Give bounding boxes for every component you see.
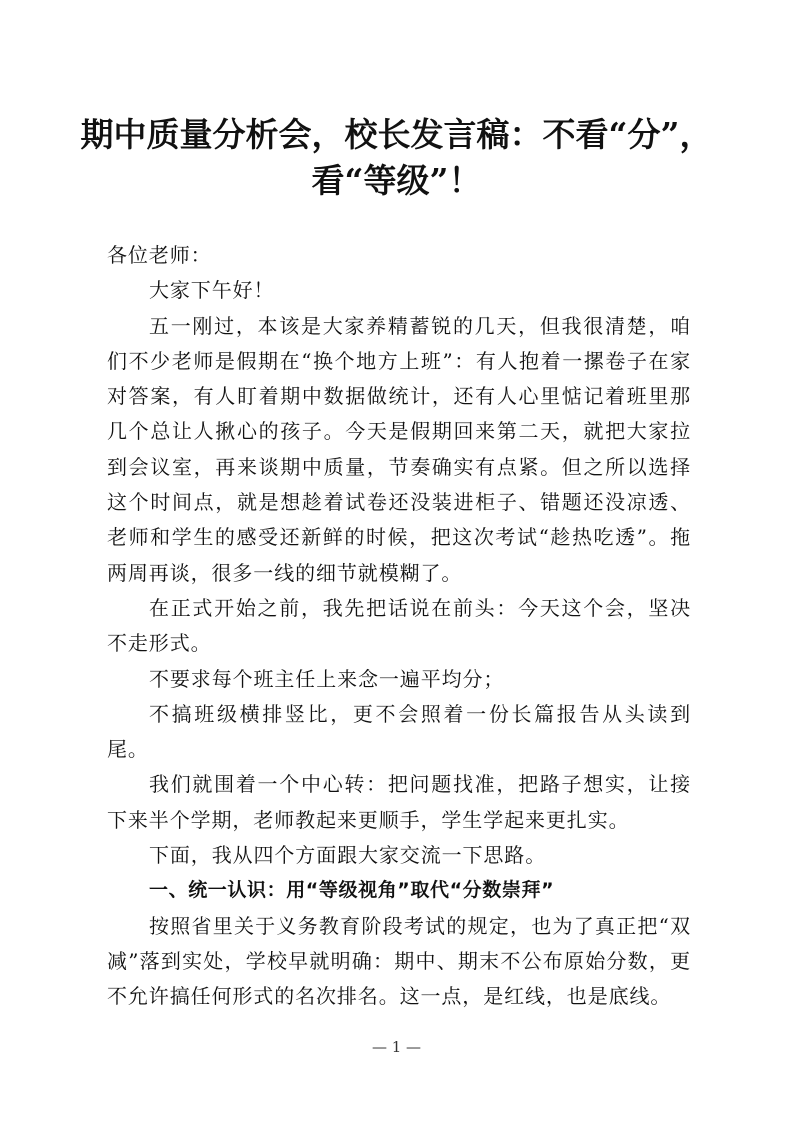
paragraph: 在正式开始之前，我先把话说在前头：今天这个会，坚决不走形式。 [107, 595, 691, 656]
document-body [107, 238, 691, 1015]
paragraph: 按照省里关于义务教育阶段考试的规定，也为了真正把“双减”落到实处，学校早就明确：期中、期末不公布原始分数，更不允许搞任何形式的名次排名。这一点，是红线，也是底线。 [107, 913, 691, 1009]
greeting: 大家下午好！ [149, 278, 275, 303]
title-line-2: 看“等级”！ [311, 161, 482, 200]
paragraph: 不搞班级横排竖比，更不会照着一份长篇报告从头读到尾。 [107, 701, 691, 762]
paragraph: 五一刚过，本该是大家养精蓄锐的几天，但我很清楚，咱们不少老师是假期在“换个地方上班”：有人抱着一摞卷子在家对答案，有人盯着期中数据做统计，还有人心里惦记着班里那几个总让人揪心的孩子。今天是假期回来第二天，就把大家拉到会议室，再来谈期中质量，节奏确实有点紧。但之所以选择这个时间点，就是想趁着试卷还没装进柜子、错题还没凉透、老师和学生的感受还新鲜的时候，把这次考试“趁热吃透”。拖两周再谈，很多一线的细节就模糊了。 [107, 313, 691, 585]
page-number: — 1 — [371, 1038, 422, 1056]
paragraph: 下面，我从四个方面跟大家交流一下思路。 [149, 843, 547, 868]
paragraph: 我们就围着一个中心转：把问题找准，把路子想实，让接下来半个学期，老师教起来更顺手，学生学起来更扎实。 [107, 772, 691, 832]
salutation: 各位老师： [107, 243, 212, 267]
title-line-1: 期中质量分析会，校长发言稿：不看“分”， [80, 115, 713, 154]
document-title [80, 112, 713, 204]
paragraph: 不要求每个班主任上来念一遍平均分； [149, 666, 505, 691]
section-heading: 一、统一认识：用“等级视角”取代“分数崇拜” [149, 879, 555, 902]
